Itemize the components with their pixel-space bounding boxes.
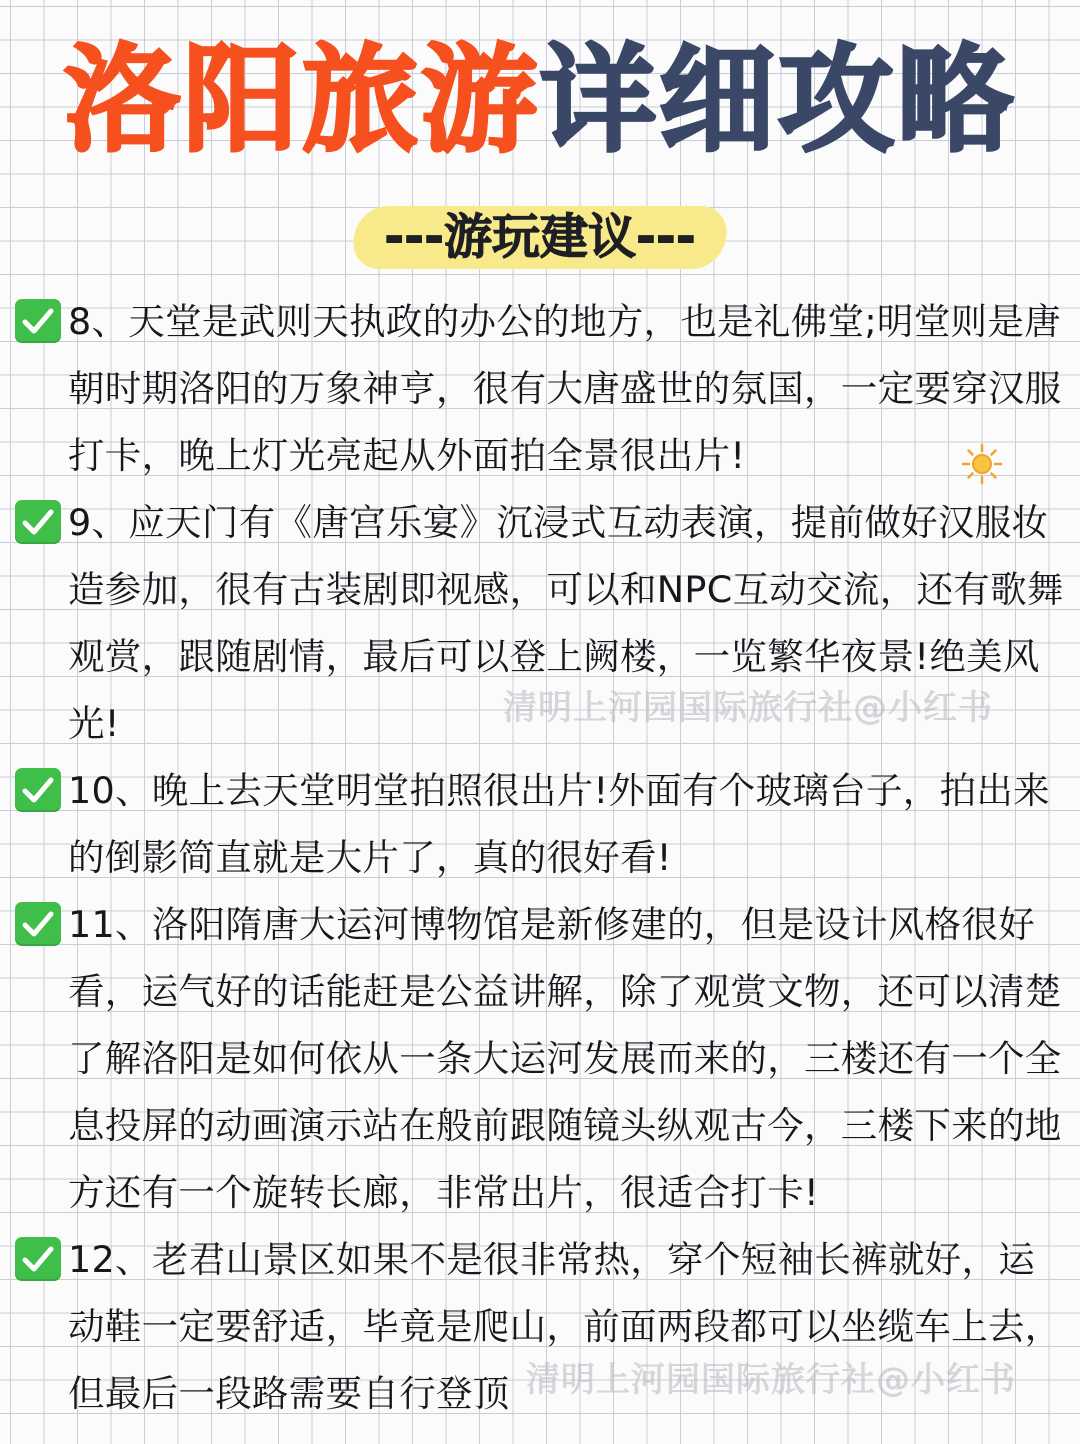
tip-item-10 [0,757,1080,891]
subtitle-banner [0,196,1080,273]
watermark: 清明上河园国际旅行社@小红书 [503,688,993,728]
page-title [0,33,1080,168]
check-box-icon [15,1237,61,1281]
tip-text: 11、洛阳隋唐大运河博物馆是新修建的，但是设计风格很好看，运气好的话能赶是公益讲解，除了观赏文物，还可以清楚了解洛阳是如何依从一条大运河发展而来的，三楼还有一个全息投屏的动画演示站在般前跟随镜头纵观古今，三楼下来的地方还有一个旋转长廊，非常出片，很适合打卡! [68,903,1062,1214]
title-navy-part: 详细攻略 [540,33,1016,168]
subtitle: ---游玩建议--- [348,196,732,273]
check-box-icon [15,768,61,812]
tip-item-11 [0,891,1080,1226]
check-box-icon [15,299,61,343]
watermark: 清明上河园国际旅行社@小红书 [526,1360,1016,1400]
tips-list [0,288,1080,1427]
tip-text: 10、晚上去天堂明堂拍照很出片!外面有个玻璃台子，拍出来的倒影简直就是大片了，真的很好看! [68,769,1050,879]
check-box-icon [15,500,61,544]
check-box-icon [15,902,61,946]
tip-text: 12、老君山景区如果不是很非常热，穿个短袖长裤就好，运动鞋一定要舒适，毕竟是爬山，前面两段都可以坐缆车上去，但最后一段路需要自行登顶 [68,1238,1062,1415]
tip-text: 8、天堂是武则天执政的办公的地方，也是礼佛堂;明堂则是唐朝时期洛阳的万象神亨，很有大唐盛世的氛国，一定要穿汉服打卡，晚上灯光亮起从外面拍全景很出片! [68,300,1062,477]
sun-sticker-icon [960,442,1004,486]
tip-item-8 [0,288,1080,489]
tip-text: 9、应天门有《唐宫乐宴》沉浸式互动表演，提前做好汉服妆造参加，很有古装剧即视感，可以和NPC互动交流，还有歌舞观赏，跟随剧情，最后可以登上阙楼，一览繁华夜景!绝美风光! [68,501,1064,745]
title-orange-part: 洛阳旅游 [64,33,540,168]
